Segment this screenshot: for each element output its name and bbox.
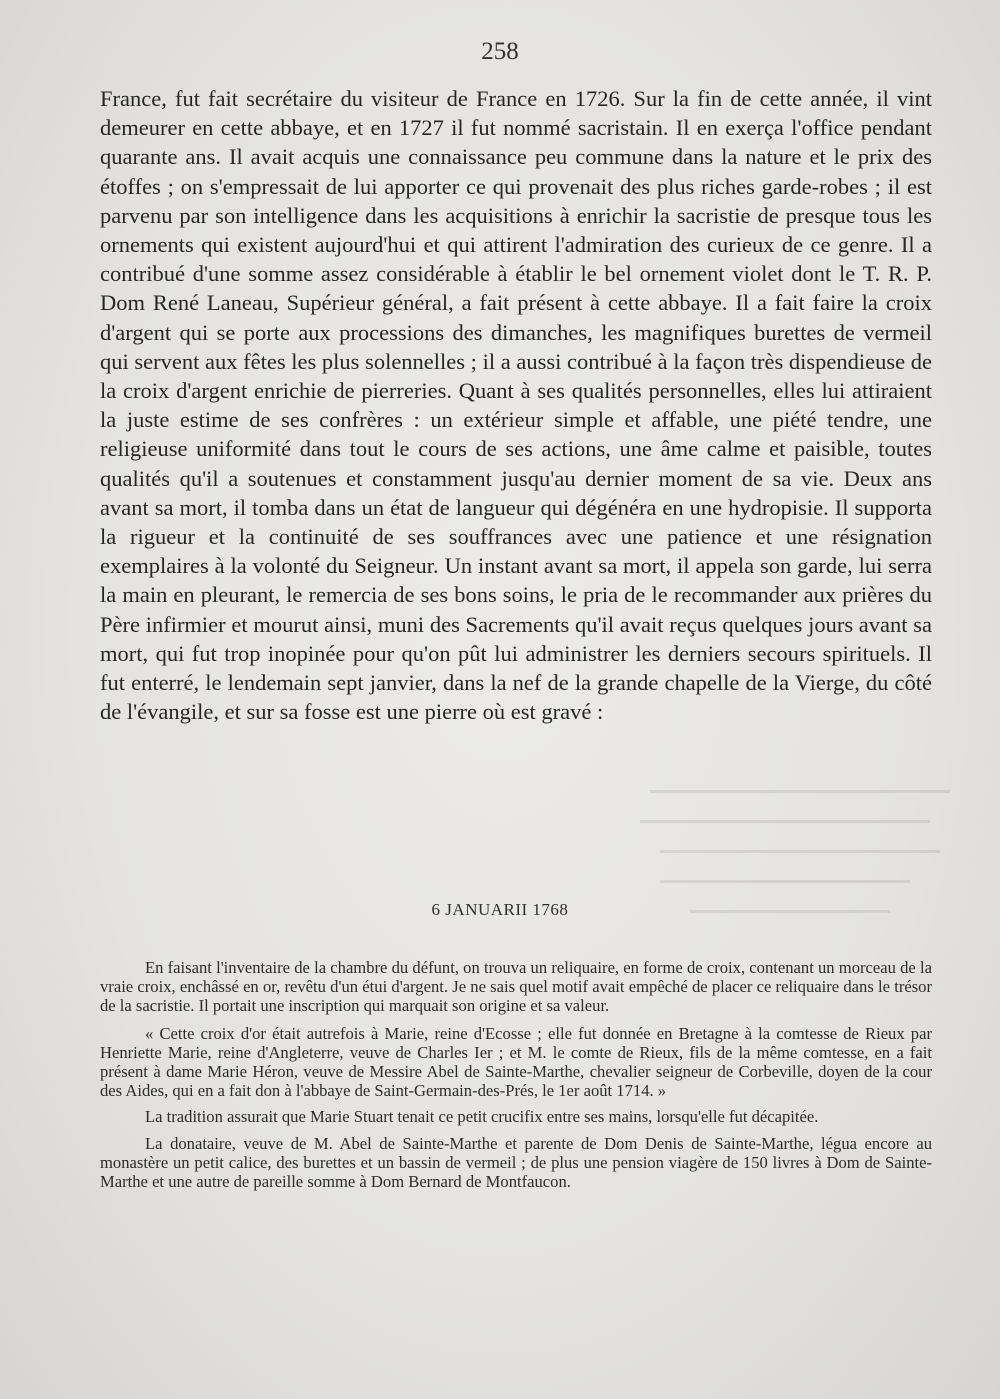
note-paragraph-tradition: La tradition assurait que Marie Stuart tenait ce petit crucifix entre ses mains, lorsqu'elle fut décapitée. [145, 1107, 819, 1127]
epitaph-inscription: 6 JANUARII 1768 [431, 900, 569, 919]
page-number: 258 [481, 38, 519, 65]
note-paragraph-donataire: La donataire, veuve de M. Abel de Sainte-Marthe et parente de Dom Denis de Sainte-Marthe, légua encore au monastère un petit calice, des burettes et un bassin de vermeil ; de plus une pension viagère de 150 livres à Dom de Sainte-Marthe et une autre de pareille somme à Dom Bernard de Montfaucon. [100, 1133, 932, 1192]
note-paragraph-inscription: « Cette croix d'or était autrefois à Marie, reine d'Ecosse ; elle fut donnée en Bretagne à la comtesse de Rieux par Henriette Marie, reine d'Angleterre, veuve de Charles Ier ; et M. le comte de Rieux, fils de la même comtesse, en a fait présent à dame Marie Héron, veuve de Messire Abel de Sainte-Marthe, chevalier seigneur de Corbeville, doyen de la cour des Aides, qui en a fait don à l'abbaye de Saint-Germain-des-Prés, le 1er août 1714. » [100, 1023, 932, 1101]
notes-section [100, 958, 932, 1198]
main-body-text: France, fut fait secrétaire du visiteur de France en 1726. Sur la fin de cette année, il vint demeurer en cette abbaye, et en 1727 il fut nommé sacristain. Il en exerça l'office pendant quarante ans. Il avait acquis une connaissance peu commune dans la nature et le prix des étoffes ; on s'empressait de lui apporter ce qui provenait des plus riches garde-robes ; il est parvenu par son intelligence dans les acquisitions à enrichir la sacristie de presque tous les ornements qui existent aujourd'hui et qui attirent l'admiration des curieux de ce genre. Il a contribué d'une somme assez considérable à établir le bel ornement violet dont le T. R. P. Dom René Laneau, Supérieur général, a fait présent à cette abbaye. Il a fait faire la croix d'argent qui se porte aux processions des dimanches, les magnifiques burettes de vermeil qui servent aux fêtes les plus solennelles ; il a aussi contribué à la façon très dispendieuse de la croix d'argent enrichie de pierreries. Quant à ses qualités personnelles, elles lui attiraient la juste estime de ses confrères : un extérieur simple et affable, une piété tendre, une religieuse uniformité dans tout le cours de ses actions, une âme calme et paisible, toutes qualités qu'il a soutenues et constamment jusqu'au dernier moment de sa vie. Deux ans avant sa mort, il tomba dans un état de langueur qui dégénéra en une hydropisie. Il supporta la rigueur et la continuité de ses souffrances avec une patience et une résignation exemplaires à la volonté du Seigneur. Un instant avant sa mort, il appela son garde, lui serra la main en pleurant, le remercia de ses bons soins, le pria de le recommander aux prières du Père infirmier et mourut ainsi, muni des Sacrements qu'il avait reçus quelques jours avant sa mort, qui fut trop inopinée pour qu'on pût lui administrer les derniers secours spirituels. Il fut enterré, le lendemain sept janvier, dans la nef de la grande chapelle de la Vierge, du côté de l'évangile, et sur sa fosse est une pierre où est gravé : [100, 86, 932, 725]
note-paragraph-reliquary: En faisant l'inventaire de la chambre du défunt, on trouva un reliquaire, en forme de croix, contenant un morceau de la vraie croix, enchâssé en or, revêtu d'un étui d'argent. Je ne sais quel motif avait empêché de placer ce reliquaire dans le trésor de la sacristie. Il portait une inscription qui marquait son origine et sa valeur. [100, 958, 932, 1016]
